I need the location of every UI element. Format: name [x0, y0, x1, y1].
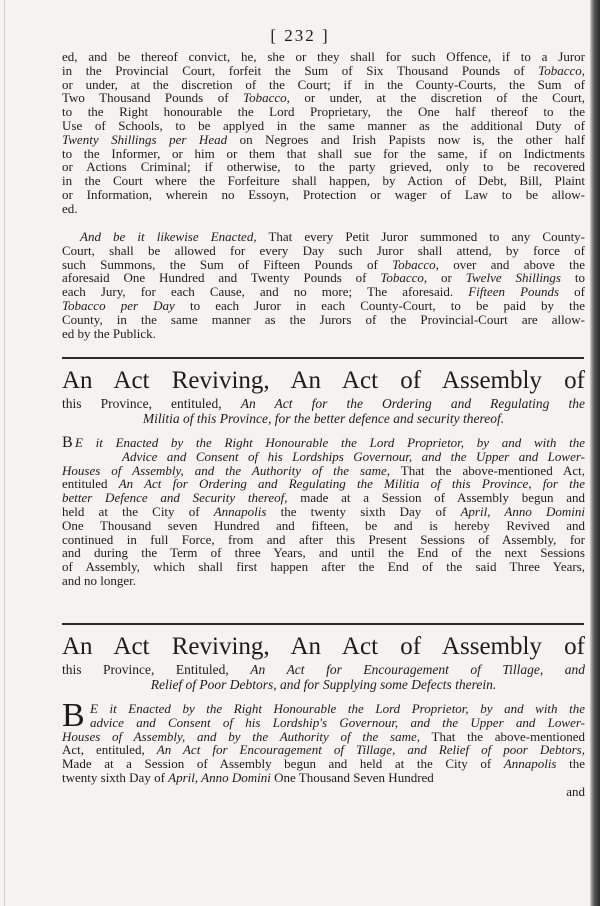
italic-text: Tobacco, [392, 256, 439, 272]
text-line [62, 230, 585, 244]
text-line [62, 505, 585, 519]
text-line [62, 160, 585, 174]
italic-text: Tobacco per Day [62, 297, 175, 313]
act1-initial: B [62, 434, 73, 451]
subtitle-line [62, 677, 585, 692]
act2-subtitle [62, 662, 585, 692]
italic-text: Twelve Shillings [465, 270, 561, 286]
text-run: One Thousand seven Hundred and fifteen, be and is hereby Revived and [62, 517, 585, 533]
text-line [62, 327, 585, 341]
text-run: ed by the Publick. [62, 325, 156, 341]
text-run: or Actions Criminal; if otherwise, to the party grieved, only to be recovered [62, 159, 585, 175]
text-line [62, 64, 585, 78]
italic-text: better Defence and Security thereof, [62, 490, 288, 506]
text-line [62, 244, 585, 258]
text-run: to each Juror in each County-Court, to be paid by the [174, 297, 585, 313]
text-run: over and above the [438, 256, 585, 272]
italic-text: Annapolis [503, 756, 557, 772]
italic-text: An Act for the Ordering and Regulating the [240, 396, 585, 411]
text-line [62, 133, 585, 147]
text-run: That the above-mentioned [420, 728, 585, 744]
text-line [62, 730, 585, 744]
italic-text: Houses of Assembly, and the Authority of the same, [62, 462, 390, 478]
text-run: Two Thousand Pounds of [62, 90, 244, 106]
text-run: or under, at the discretion of the Court; if in the County-Courts, the Sum of [62, 76, 585, 92]
text-run: ed. [62, 200, 78, 216]
text-line [62, 477, 585, 491]
italic-text: Annapolis [213, 503, 267, 519]
subtitle-line [62, 662, 585, 677]
text-run: to the Informer, or him or them that shall sue for the same, if on Indictments [62, 145, 585, 161]
page-edge-left [4, 0, 5, 906]
text-run: Use of Schools, to be applyed in the same manner as the additional Duty of [62, 117, 585, 133]
text-line [62, 560, 585, 574]
text-run: each Jury, for each Cause, and no more; The aforesaid. [62, 284, 469, 300]
italic-text: advice and Consent of his Lordship's Governour, and the Upper and Lower- [90, 714, 585, 730]
text-run: That the above-mentioned Act, [389, 462, 585, 478]
text-run: in the Court where the Forfeiture shall happen, by Action of Debt, Bill, Plaint [62, 173, 585, 189]
text-line [62, 188, 585, 202]
subtitle-line [62, 411, 585, 426]
continuation-paragraph-1 [62, 50, 585, 216]
italic-text: Militia of this Province, for the better defence and security thereof. [142, 411, 505, 426]
act1-subtitle [62, 396, 585, 426]
italic-text: E it Enacted by the Right Honourable the Lord Proprietor, by and with the [90, 701, 585, 716]
text-line [62, 450, 585, 464]
text-run: of [559, 284, 585, 300]
text-run: such Summons, the Sum of Fifteen Pounds of [62, 256, 393, 272]
text-run: or [427, 270, 466, 286]
text-line [62, 533, 585, 547]
text-line [62, 78, 585, 92]
text-line [62, 716, 585, 730]
italic-text: Advice and Consent of his Lordships Governour, and the Upper and Lower- [122, 448, 585, 464]
subtitle-line [62, 396, 585, 411]
text-run: Court, shall be allowed for every Day such Juror shall attend, by force of [62, 242, 585, 258]
text-line [62, 174, 585, 188]
act2-body [62, 697, 585, 799]
text-run: the twenty sixth Day of [266, 503, 461, 519]
text-run: to [561, 270, 585, 286]
text-line [62, 771, 585, 785]
italic-text: E it Enacted by the Right Honourable the Lord Proprietor, by and with the [75, 435, 585, 450]
text-line [62, 258, 585, 272]
text-run: twenty sixth Day of [62, 769, 169, 785]
italic-text: Fifteen Pounds [468, 284, 560, 300]
section-divider [62, 357, 584, 359]
page-edge-right [590, 0, 600, 906]
italic-text: Tobacco, [380, 270, 428, 286]
text-line [62, 119, 585, 133]
text-line [62, 757, 585, 771]
italic-text: Tobacco, [243, 90, 290, 106]
text-line [62, 436, 585, 450]
italic-text: And be it likewise Enacted, [80, 229, 257, 244]
text-run: ed, and be thereof convict, he, she or they shall for such Offence, if to a Juror [62, 49, 585, 64]
act1-heading: An Act Reviving, An Act of Assembly of [62, 367, 585, 394]
text-line [62, 285, 585, 299]
text-line [62, 313, 585, 327]
text-run: in the Provincial Court, forfeit the Sum of Six Thousand Pounds of [62, 62, 539, 78]
text-run: That every Petit Juror summoned to any County- [256, 229, 586, 244]
act2-body-lines [62, 697, 585, 785]
text-line [62, 147, 585, 161]
text-run: held at the City of [62, 503, 214, 519]
italic-text: Houses of Assembly, and by the Authority of the same, [62, 728, 421, 744]
text-line [62, 299, 585, 313]
text-run: One Thousand Seven Hundred [270, 769, 434, 785]
italic-text: An Act for Encouragement of Tillage, and [250, 662, 585, 677]
text-run: this Province, Entituled, [62, 662, 251, 677]
text-line [62, 574, 585, 588]
italic-text: An Act for Ordering and Regulating the Militia of this Province, for the [118, 476, 585, 492]
text-line [62, 743, 585, 757]
italic-text: April, Anno Domini [460, 503, 585, 519]
text-run: or under, at the discretion of the Court, [289, 90, 586, 106]
text-run: and no longer. [62, 572, 137, 588]
text-run: of Assembly, which shall first happen after the End of the said Three Years, [62, 559, 585, 575]
act2-drop-cap: B [62, 697, 85, 734]
italic-text: Tobacco, [538, 62, 585, 78]
text-line [62, 702, 585, 716]
act1-section [62, 366, 585, 588]
text-run: Made at a Session of Assembly begun and held at the City of [62, 756, 504, 772]
text-run: Act, entituled, [62, 742, 157, 758]
italic-text: Twenty Shillings per Head [62, 131, 228, 147]
text-run: County, in the same manner as the Jurors of the Provincial-Court are allow- [62, 311, 585, 327]
text-line [62, 464, 585, 478]
text-run: and during the Term of three Years, and until the End of the next Sessions [62, 545, 585, 561]
text-run: or Information, wherein no Essoyn, Protection or wager of Law to be allow- [62, 186, 585, 202]
italic-text: Relief of Poor Debtors, and for Supplying some Defects therein. [150, 677, 497, 692]
act1-body [62, 436, 585, 588]
text-line [62, 105, 585, 119]
act1-body-lines [62, 436, 585, 588]
text-line [62, 491, 585, 505]
text-run: this Province, entituled, [62, 396, 241, 411]
text-run: entituled [62, 476, 119, 492]
text-run: the [556, 756, 585, 772]
text-run: aforesaid One Hundred and Twenty Pounds of [62, 270, 381, 286]
section-divider [62, 623, 584, 625]
text-line [62, 546, 585, 560]
text-line [62, 202, 585, 216]
text-run: on Negroes and Irish Papists now is, the other half [227, 131, 585, 147]
text-run: made at a Session of Assembly begun and [287, 490, 585, 506]
act2-heading: An Act Reviving, An Act of Assembly of [62, 633, 585, 660]
text-line [62, 271, 585, 285]
text-run: to the Right honourable the Lord Proprietary, the One half thereof to the [62, 104, 585, 120]
italic-text: An Act for Encouragement of Tillage, and Relief of poor Debtors, [156, 742, 585, 758]
text-line [62, 519, 585, 533]
continuation-paragraph-2 [62, 230, 585, 340]
italic-text: April, Anno Domini [168, 769, 271, 785]
catchword: and [566, 783, 585, 799]
text-run: continued in full Force, from and after this Present Sessions of Assembly, for [62, 531, 585, 547]
page-number: [ 232 ] [270, 26, 330, 45]
text-line [62, 91, 585, 105]
text-line [62, 50, 585, 64]
act2-section [62, 632, 585, 799]
